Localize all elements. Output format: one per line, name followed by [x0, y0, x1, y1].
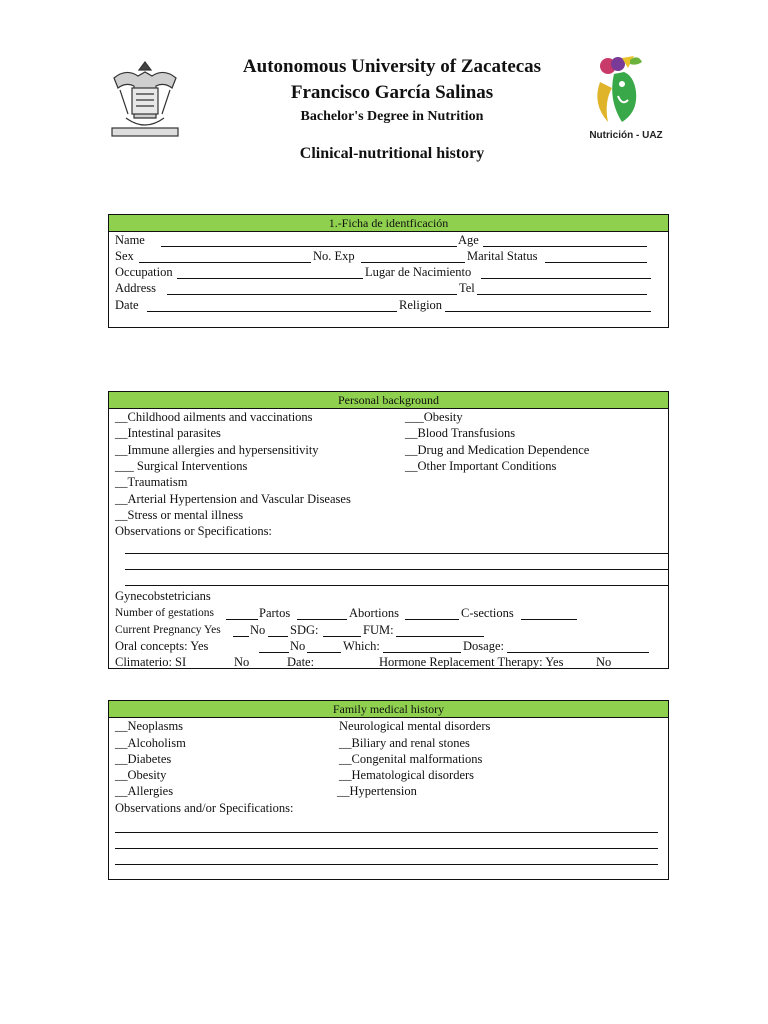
condition-item[interactable]: __Drug and Medication Dependence	[405, 443, 590, 457]
birthplace-label: Lugar de Nacimiento	[365, 265, 472, 279]
campus-name: Francisco García Salinas	[290, 82, 494, 103]
religion-field[interactable]	[445, 311, 651, 312]
family-condition-item[interactable]: __Biliary and renal stones	[339, 736, 470, 750]
abortions-field[interactable]	[405, 619, 459, 620]
degree-name: Bachelor's Degree in Nutrition	[300, 109, 484, 124]
observations-line[interactable]	[125, 569, 668, 570]
sdg-label: SDG:	[290, 623, 319, 637]
family-observations-line[interactable]	[115, 832, 658, 833]
birthplace-field[interactable]	[481, 278, 651, 279]
pregnancy-label: Current Pregnancy Yes	[115, 624, 221, 636]
gestations-label: Number of gestations	[115, 607, 215, 619]
family-condition-item[interactable]: __Obesity	[115, 768, 167, 782]
pregnancy-no-label: No	[250, 623, 266, 637]
logo-label: Nutrición - UAZ	[589, 130, 663, 141]
personal-background-section	[108, 391, 669, 669]
climaterio-label: Climaterio: SI	[115, 655, 187, 669]
sdg-field[interactable]	[323, 636, 361, 637]
condition-item[interactable]: ___Obesity	[405, 410, 463, 424]
partos-label: Partos	[259, 606, 291, 620]
family-condition-item[interactable]: __Diabetes	[115, 752, 172, 766]
family-condition-item[interactable]: __Allergies	[115, 784, 174, 798]
oral-yes-field[interactable]	[259, 652, 289, 653]
pregnancy-no-field[interactable]	[268, 636, 288, 637]
family-condition-item[interactable]: __Hematological disorders	[339, 768, 475, 782]
identification-section	[108, 214, 669, 328]
condition-item[interactable]: __Arterial Hypertension and Vascular Diseases	[115, 492, 351, 506]
condition-item[interactable]: __Childhood ailments and vaccinations	[115, 410, 313, 424]
no-exp-field[interactable]	[361, 262, 465, 263]
gyneco-title: Gynecobstetricians	[115, 589, 211, 603]
family-observations-line[interactable]	[115, 864, 658, 865]
condition-item[interactable]: ___ Surgical Interventions	[115, 459, 248, 473]
condition-item[interactable]: __Blood Transfusions	[405, 426, 516, 440]
occupation-field[interactable]	[177, 278, 363, 279]
family-condition-item[interactable]: __Neoplasms	[115, 719, 184, 733]
date-field[interactable]	[147, 311, 397, 312]
marital-status-label: Marital Status	[467, 249, 538, 263]
sex-field[interactable]	[139, 262, 311, 263]
sex-label: Sex	[115, 249, 134, 263]
religion-label: Religion	[399, 298, 443, 312]
family-condition-item[interactable]: Neurological mental disorders	[339, 719, 491, 733]
no-exp-label: No. Exp	[313, 249, 355, 263]
pregnancy-yes-field[interactable]	[233, 636, 249, 637]
condition-item[interactable]: __Immune allergies and hypersensitivity	[115, 443, 319, 457]
hormone-yes-field[interactable]	[577, 668, 595, 669]
family-observations-line[interactable]	[115, 848, 658, 849]
gestations-field[interactable]	[226, 619, 258, 620]
climaterio-no-label: No	[234, 655, 250, 669]
climaterio-date-label: Date:	[287, 655, 315, 669]
observations-label: Observations or Specifications:	[115, 524, 272, 538]
personal-background-heading: Personal background	[109, 392, 668, 409]
age-field[interactable]	[483, 246, 647, 247]
observations-line[interactable]	[125, 553, 668, 554]
family-condition-item[interactable]: __Alcoholism	[115, 736, 186, 750]
climaterio-date-field[interactable]	[325, 668, 377, 669]
which-label: Which:	[343, 639, 380, 653]
name-field[interactable]	[161, 246, 457, 247]
family-history-heading: Family medical history	[109, 701, 668, 718]
oral-no-field[interactable]	[307, 652, 341, 653]
hormone-no-label: No	[596, 655, 612, 669]
university-name: Autonomous University of Zacatecas	[242, 56, 542, 77]
nutrition-logo	[578, 52, 674, 146]
partos-field[interactable]	[297, 619, 347, 620]
tel-field[interactable]	[477, 294, 647, 295]
dosage-label: Dosage:	[463, 639, 504, 653]
family-condition-item[interactable]: __Congenital malformations	[339, 752, 483, 766]
condition-item[interactable]: __Other Important Conditions	[405, 459, 557, 473]
hormone-no-field[interactable]	[614, 668, 649, 669]
which-field[interactable]	[383, 652, 461, 653]
fum-field[interactable]	[396, 636, 484, 637]
dosage-field[interactable]	[507, 652, 649, 653]
age-label: Age	[458, 233, 479, 247]
condition-item[interactable]: __Stress or mental illness	[115, 508, 244, 522]
address-field[interactable]	[167, 294, 457, 295]
family-observations-label: Observations and/or Specifications:	[115, 801, 294, 815]
csections-label: C-sections	[461, 606, 514, 620]
occupation-label: Occupation	[115, 265, 173, 279]
address-label: Address	[115, 281, 156, 295]
document-header	[0, 0, 768, 180]
climaterio-si-field[interactable]	[193, 668, 233, 669]
abortions-label: Abortions	[349, 606, 399, 620]
observations-line[interactable]	[125, 585, 668, 586]
marital-status-field[interactable]	[545, 262, 647, 263]
oral-no-label: No	[290, 639, 306, 653]
climaterio-no-field[interactable]	[251, 668, 285, 669]
university-seal-icon	[106, 58, 184, 142]
oral-label: Oral concepts: Yes	[115, 639, 209, 653]
family-condition-item[interactable]: __Hypertension	[337, 784, 417, 798]
nutrition-logo-icon	[578, 52, 674, 130]
fum-label: FUM:	[363, 623, 394, 637]
condition-item[interactable]: __Intestinal parasites	[115, 426, 221, 440]
csections-field[interactable]	[521, 619, 577, 620]
hormone-label: Hormone Replacement Therapy: Yes	[379, 655, 564, 669]
condition-item[interactable]: __Traumatism	[115, 475, 188, 489]
name-label: Name	[115, 233, 145, 247]
tel-label: Tel	[459, 281, 475, 295]
identification-heading: 1.-Ficha de identficación	[109, 215, 668, 232]
form-title: Clinical-nutritional history	[299, 145, 485, 162]
date-label: Date	[115, 298, 139, 312]
family-history-section	[108, 700, 669, 880]
